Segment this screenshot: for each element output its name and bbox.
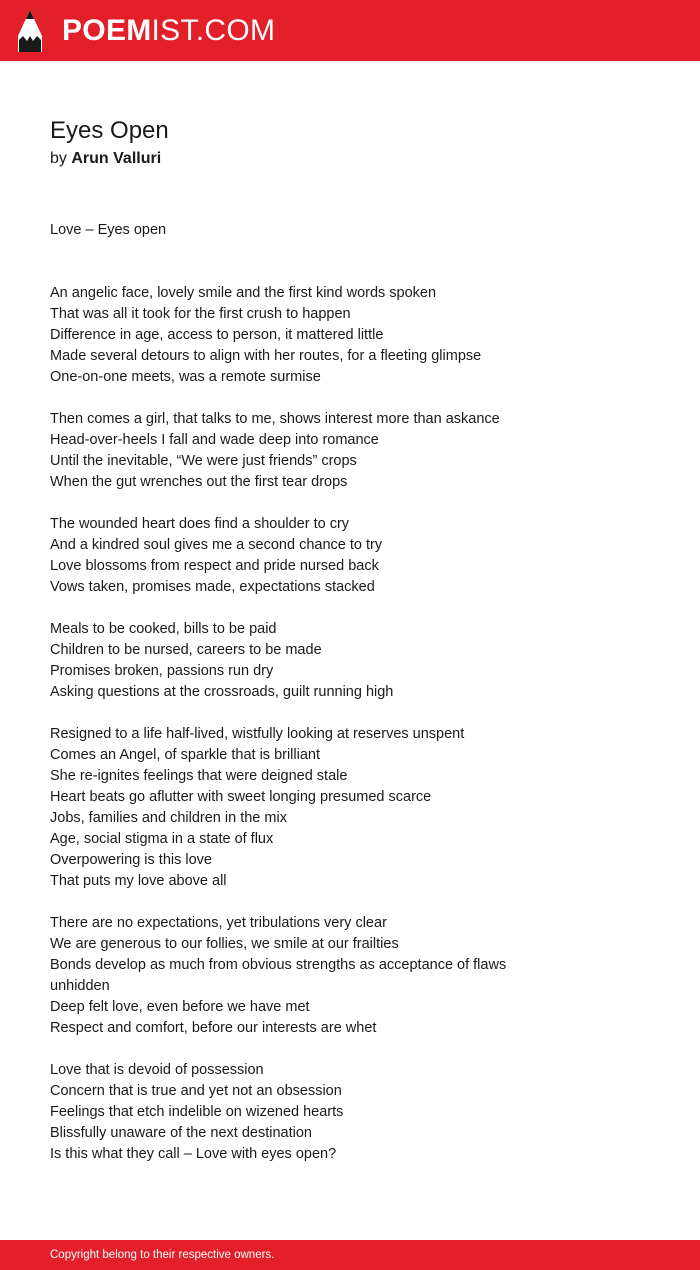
poem-line: Respect and comfort, before our interests are whet [50, 1020, 377, 1036]
poem-line: Age, social stigma in a state of flux [50, 831, 274, 847]
poem-stanza [50, 913, 650, 1039]
poem-line: And a kindred soul gives me a second chance to try [50, 537, 383, 553]
poem-line: One-on-one meets, was a remote surmise [50, 369, 321, 385]
poem-line: Feelings that etch indelible on wizened hearts [50, 1104, 344, 1120]
poem-subtitle: Love – Eyes open [50, 222, 167, 238]
poem-line: Comes an Angel, of sparkle that is brilliant [50, 747, 320, 763]
site-header [0, 0, 700, 61]
poem-content [50, 116, 650, 1186]
poem-line: Until the inevitable, “We were just friends” crops [50, 453, 357, 469]
poem-line: Overpowering is this love [50, 852, 212, 868]
poem-line: There are no expectations, yet tribulations very clear [50, 915, 387, 931]
poem-line: That was all it took for the first crush to happen [50, 306, 351, 322]
poem-line: Is this what they call – Love with eyes open? [50, 1146, 337, 1162]
poem-line: Difference in age, access to person, it mattered little [50, 327, 384, 343]
poem-line: Bonds develop as much from obvious strengths as acceptance of flaws [50, 957, 507, 973]
poem-line: That puts my love above all [50, 873, 227, 889]
site-logo[interactable] [18, 10, 275, 52]
poem-stanza [50, 409, 650, 493]
pencil-tip-icon [18, 10, 42, 52]
poem-line: Children to be nursed, careers to be made [50, 642, 322, 658]
poem-line: An angelic face, lovely smile and the first kind words spoken [50, 285, 437, 301]
poem-line: Meals to be cooked, bills to be paid [50, 621, 277, 637]
poem-stanza [50, 619, 650, 703]
poem-line: Vows taken, promises made, expectations stacked [50, 579, 375, 595]
poem-author[interactable]: Arun Valluri [71, 150, 162, 167]
poem-line: Made several detours to align with her routes, for a fleeting glimpse [50, 348, 482, 364]
poem-line: Love that is devoid of possession [50, 1062, 264, 1078]
poem-line: When the gut wrenches out the first tear drops [50, 474, 348, 490]
poem-line: Heart beats go aflutter with sweet longing presumed scarce [50, 789, 432, 805]
poem-byline [50, 148, 650, 170]
poem-line: unhidden [50, 978, 110, 994]
poem-line: Resigned to a life half-lived, wistfully looking at reserves unspent [50, 726, 465, 742]
poem-line: We are generous to our follies, we smile at our frailties [50, 936, 399, 952]
poem-stanza [50, 1060, 650, 1165]
poem-line: Head-over-heels I fall and wade deep into romance [50, 432, 379, 448]
poem-line: Jobs, families and children in the mix [50, 810, 287, 826]
poem-line: Deep felt love, even before we have met [50, 999, 310, 1015]
site-footer [0, 1240, 700, 1270]
poem-line: The wounded heart does find a shoulder to cry [50, 516, 350, 532]
poem-stanza [50, 283, 650, 388]
poem-body [50, 283, 650, 1165]
poem-line: Love blossoms from respect and pride nursed back [50, 558, 379, 574]
copyright-notice: Copyright belong to their respective owners. [50, 1249, 275, 1261]
poem-stanza [50, 724, 650, 892]
poem-line: She re-ignites feelings that were deigned stale [50, 768, 348, 784]
by-label: by [50, 150, 67, 167]
brand-light-part: IST.COM [151, 13, 276, 47]
poem-line: Asking questions at the crossroads, guilt running high [50, 684, 394, 700]
poem-line: Concern that is true and yet not an obsession [50, 1083, 342, 1099]
poem-stanza [50, 514, 650, 598]
site-brand-name [62, 13, 276, 47]
poem-line: Promises broken, passions run dry [50, 663, 274, 679]
poem-line: Blissfully unaware of the next destination [50, 1125, 312, 1141]
poem-line: Then comes a girl, that talks to me, shows interest more than askance [50, 411, 500, 427]
brand-bold-part: POEM [62, 13, 152, 47]
poem-title: Eyes Open [50, 117, 169, 144]
